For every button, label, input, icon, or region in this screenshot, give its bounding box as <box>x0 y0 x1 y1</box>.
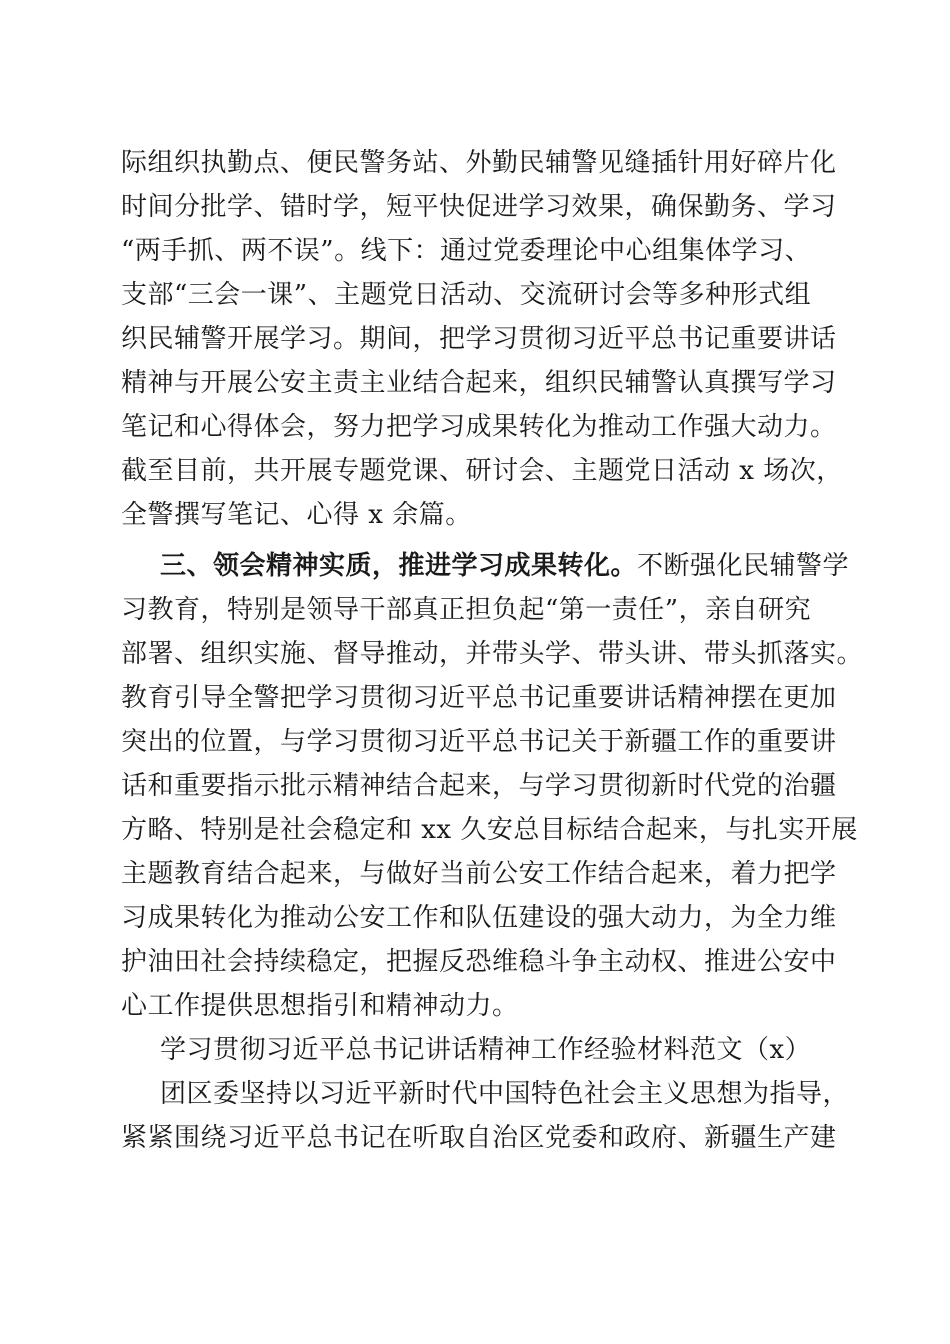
body-line: 时间分批学、错时学，短平快促进学习效果，确保勤务、学习 <box>121 192 837 222</box>
article-subtitle: 学习贯彻习近平总书记讲话精神工作经验材料范文（x） <box>160 1035 812 1065</box>
body-line: 全警撰写笔记、心得 x 余篇。 <box>121 500 472 530</box>
section-3-first-line-text: 不断强化民辅警学 <box>637 551 850 581</box>
body-line: 方略、特别是社会稳定和 xx 久安总目标结合起来，与扎实开展 <box>121 815 858 845</box>
body-line: 话和重要指示批示精神结合起来，与学习贯彻新时代党的治疆 <box>121 771 837 801</box>
body-line: “两手抓、两不误”。线下：通过党委理论中心组集体学习、 <box>121 236 812 266</box>
section-3-first-line <box>160 549 849 583</box>
body-line: 部署、组织实施、督导推动，并带头学、带头讲、带头抓落实。 <box>121 639 864 669</box>
body-line: 主题教育结合起来，与做好当前公安工作结合起来，着力把学 <box>121 859 837 889</box>
body-line: 习成果转化为推动公安工作和队伍建设的强大动力，为全力维 <box>121 903 837 933</box>
body-line: 际组织执勤点、便民警务站、外勤民辅警见缝插针用好碎片化 <box>121 148 837 178</box>
body-line: 教育引导全警把学习贯彻习近平总书记重要讲话精神摆在更加 <box>121 683 837 713</box>
body-line: 护油田社会持续稳定，把握反恐维稳斗争主动权、推进公安中 <box>121 947 837 977</box>
body-line: 突出的位置，与学习贯彻习近平总书记关于新疆工作的重要讲 <box>121 727 837 757</box>
body-line: 习教育，特别是领导干部真正担负起“第一责任”，亲自研究 <box>121 595 812 625</box>
body-line: 心工作提供思想指引和精神动力。 <box>121 991 519 1021</box>
body-line: 紧紧围绕习近平总书记在听取自治区党委和政府、新疆生产建 <box>121 1123 837 1153</box>
body-line: 截至目前，共开展专题党课、研讨会、主题党日活动 x 场次， <box>121 456 843 486</box>
body-line: 织民辅警开展学习。期间，把学习贯彻习近平总书记重要讲话 <box>121 324 837 354</box>
body-line: 支部“三会一课”、主题党日活动、交流研讨会等多种形式组 <box>121 280 812 310</box>
body-line: 团区委坚持以习近平新时代中国特色社会主义思想为指导， <box>160 1079 850 1109</box>
section-3-heading: 三、领会精神实质，推进学习成果转化。 <box>160 551 638 581</box>
body-line: 笔记和心得体会，努力把学习成果转化为推动工作强大动力。 <box>121 412 837 442</box>
body-line: 精神与开展公安主责主业结合起来，组织民辅警认真撰写学习 <box>121 368 837 398</box>
